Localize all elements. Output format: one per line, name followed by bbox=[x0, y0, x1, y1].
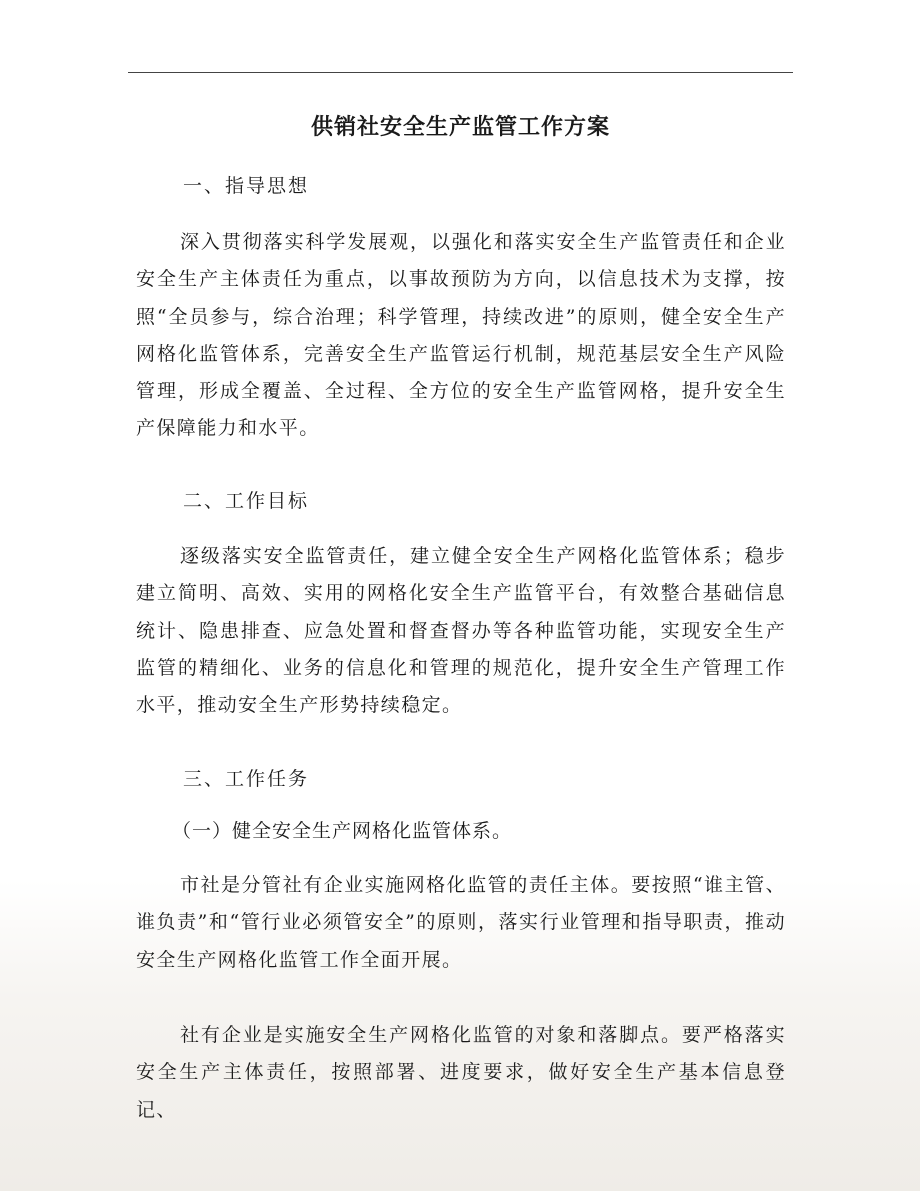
paragraph-cooperative-enterprises: 社有企业是实施安全生产网格化监管的对象和落脚点。要严格落实安全生产主体责任，按照部署、进度要求，做好安全生产基本信息登记、 bbox=[136, 1024, 786, 1121]
section-heading-guiding-ideology: 一、指导思想 bbox=[183, 175, 310, 197]
document-title: 供销社安全生产监管工作方案 bbox=[310, 114, 610, 140]
paragraph-work-goals: 逐级落实安全监管责任，建立健全安全生产网格化监管体系；稳步建立简明、高效、实用的网格化安全生产监管平台，有效整合基础信息统计、隐患排查、应急处置和督查督办等各种监管功能，实现安全生产监管的精细化、业务的信息化和管理的规范化，提升安全生产管理工作水平，推动安全生产形势持续稳定。 bbox=[136, 545, 786, 717]
header-rule bbox=[128, 72, 793, 73]
subsection-heading-grid-supervision: （一）健全安全生产网格化监管体系。 bbox=[172, 820, 513, 842]
paragraph-city-cooperative: 市社是分管社有企业实施网格化监管的责任主体。要按照“谁主管、谁负责”和“管行业必须管安全”的原则，落实行业管理和指导职责，推动安全生产网格化监管工作全面开展。 bbox=[136, 874, 786, 971]
section-heading-work-tasks: 三、工作任务 bbox=[183, 768, 310, 790]
paragraph-guiding-ideology: 深入贯彻落实科学发展观，以强化和落实安全生产监管责任和企业安全生产主体责任为重点，以事故预防为方向，以信息技术为支撑，按照“全员参与，综合治理；科学管理，持续改进”的原则，健全安全生产网格化监管体系，完善安全生产监管运行机制，规范基层安全生产风险管理，形成全覆盖、全过程、全方位的安全生产监管网格，提升安全生产保障能力和水平。 bbox=[136, 231, 786, 440]
section-heading-work-goals: 二、工作目标 bbox=[183, 490, 310, 512]
